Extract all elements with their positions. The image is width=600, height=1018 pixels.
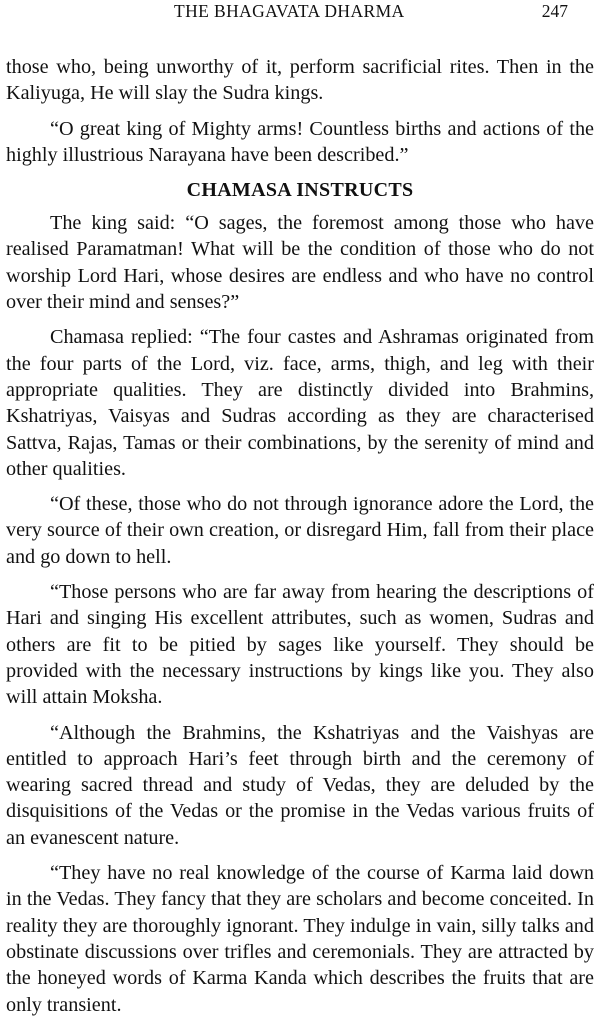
paragraph: “They have no real knowledge of the course of Karma laid down in the Vedas. They fancy that they are scholars and become conceited. In reality they are thoroughly ignorant. They indulge in vain, silly talks and obstinate discussions over trifles and ceremonials. They are attracted by the honeyed words of Karma Kanda which describes the fruits that are only transient. — [6, 862, 594, 1016]
paragraph: “Of these, those who do not through ignorance adore the Lord, the very source of their own creation, or disregard Him, fall from their place and go down to hell. — [6, 493, 594, 568]
paragraph: those who, being unworthy of it, perform sacrificial rites. Then in the Kaliyuga, He will slay the Sudra kings. — [6, 56, 594, 105]
paragraph: “Those persons who are far away from hearing the descriptions of Hari and singing His excellent attributes, such as women, Sudras and others are fit to be pitied by sages like yourself. They should be provided with the necessary instructions by kings like you. They also will attain Moksha. — [6, 581, 594, 709]
paragraph: “O great king of Mighty arms! Countless births and actions of the highly illustrious Narayana have been described.” — [6, 117, 594, 166]
body-text — [6, 54, 594, 1018]
paragraph: “Although the Brahmins, the Kshatriyas and the Vaishyas are entitled to approach Hari’s feet through birth and the ceremony of wearing sacred thread and study of Vedas, they are deluded by the disquisitions of the Vedas or the promise in the Vedas various fruits of an evanescent nature. — [6, 721, 594, 849]
running-header — [6, 0, 594, 24]
paragraph: The king said: “O sages, the foremost among those who have realised Paramatman! What will be the condition of those who do not worship Lord Hari, whose desires are endless and who have no control over their mind and senses?” — [6, 212, 594, 314]
section-heading: CHAMASA INSTRUCTS — [186, 179, 414, 202]
paragraph: Chamasa replied: “The four castes and Ashramas originated from the four parts of the Lord, viz. face, arms, thigh, and leg with their appropriate qualities. They are distinctly divided into Brahmins, Kshatriyas, Vaisyas and Sudras according as they are characterised Sattva, Rajas, Tamas or their combinations, by the serenity of mind and other qualities. — [6, 326, 594, 480]
page-number: 247 — [541, 1, 568, 21]
running-title: THE BHAGAVATA DHARMA — [174, 1, 405, 21]
